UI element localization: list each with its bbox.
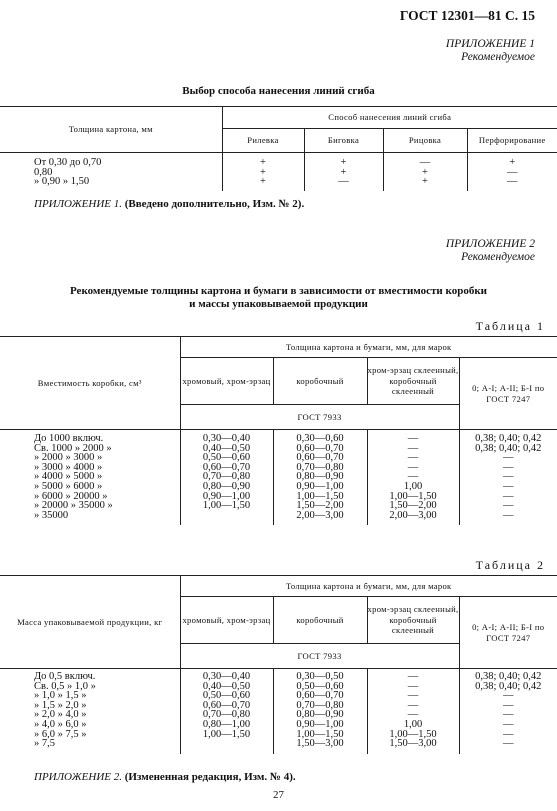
table-cell: 1,00—1,50 <box>296 728 344 740</box>
table-cell: 0,80—1,00 <box>202 718 251 730</box>
table-cell: 0,30—0,40 <box>202 433 251 444</box>
table-cell: — <box>503 480 514 492</box>
table-column-4 <box>459 430 557 526</box>
appendix1-title: Выбор способа нанесения линий сгиба <box>182 85 375 97</box>
table-cell: + <box>340 157 347 168</box>
table-cell: — <box>407 433 419 444</box>
table-cell: 1,00—1,50 <box>389 490 437 502</box>
table-cell: » 6,0 » 7,5 » <box>34 728 87 740</box>
table-cell: 2,00—3,00 <box>389 509 437 521</box>
table-cell: — <box>503 461 514 473</box>
table-cell: — <box>503 738 514 750</box>
table-cell: 0,60—0,70 <box>202 461 251 473</box>
table-cell: 0,30—0,60 <box>296 433 344 444</box>
t1-gost7933: ГОСТ 7933 <box>180 405 459 430</box>
table-cell: — <box>503 509 514 521</box>
table-cell: — <box>407 709 419 721</box>
appendix2-note-text: (Измененная редакция, Изм. № 4). <box>124 771 296 783</box>
table-cell: » 0,90 » 1,50 <box>34 176 90 188</box>
table2-caption: Таблица 2 <box>475 558 545 572</box>
table-column-0 <box>0 669 180 754</box>
table-cell: 0,50—0,60 <box>202 452 251 464</box>
col-header-perforation: Перфорирование <box>467 129 557 153</box>
appendix2-title <box>0 285 557 310</box>
table-cell: 0,70—0,80 <box>296 461 344 473</box>
table-cell: 1,00 <box>403 718 423 730</box>
table-cell: 0,90—1,00 <box>296 480 344 492</box>
col-header-ritsovka: Рицовка <box>383 129 467 153</box>
appendix2-note-label: ПРИЛОЖЕНИЕ 2. <box>34 771 122 783</box>
table-cell: » 1,0 » 1,5 » <box>34 690 87 702</box>
table-cell: 0,70—0,80 <box>296 699 344 711</box>
table-column-3 <box>367 430 459 526</box>
table-cell: 1,00 <box>403 480 423 492</box>
table-cell: 0,80—0,90 <box>202 480 251 492</box>
table-cell: 1,00—1,50 <box>202 500 251 512</box>
table-column-3 <box>367 669 459 754</box>
table-column-2 <box>273 669 367 754</box>
table-cell: — <box>407 442 419 454</box>
col-group-header: Способ нанесения линий сгиба <box>222 107 557 129</box>
table-column-1 <box>222 153 304 191</box>
table-cell: Св. 0,5 » 1,0 » <box>34 680 96 692</box>
appendix1-sublabel: Рекомендуемое <box>461 51 535 63</box>
appendix1-label-block <box>446 38 535 64</box>
table-cell: 0,80 <box>34 166 53 178</box>
table-cell: — <box>503 709 514 721</box>
table-cell: 1,50—3,00 <box>389 738 437 750</box>
appendix2-title-line2: и массы упаковываемой продукции <box>189 297 368 310</box>
table-cell: + <box>509 157 516 168</box>
table-cell: 0,80—0,90 <box>296 471 344 483</box>
t2-col-chrome: хромовый, хром-эрзац <box>180 597 273 644</box>
table-cell: » 20000 » 35000 » <box>34 500 113 512</box>
table-cell: 0,40—0,50 <box>202 680 251 692</box>
table-column-1 <box>180 669 273 754</box>
table-cell: — <box>507 166 518 178</box>
table-cell: — <box>503 728 514 740</box>
table-cell <box>181 511 273 521</box>
t1-col-group-header: Толщина картона и бумаги, мм, для марок <box>180 337 557 358</box>
folding-method-table <box>0 106 557 191</box>
appendix2-note <box>34 771 296 783</box>
table-cell: — <box>419 157 431 168</box>
table-cell: » 4000 » 5000 » <box>34 471 103 483</box>
appendix1-label: ПРИЛОЖЕНИЕ 1 <box>445 38 535 50</box>
table-column-3 <box>383 153 467 191</box>
table-column-2 <box>273 430 367 526</box>
appendix1-note-text: (Введено дополнительно, Изм. № 2). <box>124 198 305 210</box>
table-cell: 0,70—0,80 <box>202 471 251 483</box>
table-cell: 0,38; 0,40; 0,42 <box>475 442 542 454</box>
table-body-row <box>0 669 557 754</box>
table-cell: — <box>503 699 514 711</box>
table-cell: 1,00—1,50 <box>389 728 437 740</box>
table-cell: + <box>422 166 428 178</box>
table-cell: — <box>407 452 419 464</box>
table-cell: 0,90—1,00 <box>296 718 344 730</box>
table-cell: — <box>407 680 419 692</box>
table-cell: — <box>503 500 514 512</box>
table-cell: 1,50—3,00 <box>296 738 344 750</box>
t2-col-gost7247: 0; А-I; А-II; Б-I по ГОСТ 7247 <box>459 597 557 669</box>
table-cell: » 6000 » 20000 » <box>34 490 108 502</box>
table-cell: 0,38; 0,40; 0,42 <box>475 671 542 682</box>
col-header-rilevka: Рилевка <box>222 129 304 153</box>
table-cell: » 35000 <box>34 509 69 521</box>
table-cell: От 0,30 до 0,70 <box>34 157 102 168</box>
table-cell: — <box>503 490 514 502</box>
t1-col-gost7247: 0; А-I; А-II; Б-I по ГОСТ 7247 <box>459 358 557 430</box>
table-column-0 <box>0 153 222 191</box>
table-cell: 0,30—0,40 <box>202 671 251 682</box>
appendix2-label: ПРИЛОЖЕНИЕ 2 <box>445 238 535 250</box>
table-cell: 0,60—0,70 <box>202 699 251 711</box>
t1-col-capacity-header: Вместимость коробки, см³ <box>0 337 180 430</box>
table-cell: — <box>503 718 514 730</box>
table-body-row <box>0 153 557 191</box>
table-column-4 <box>467 153 557 191</box>
document-number: ГОСТ 12301—81 С. 15 <box>399 8 535 23</box>
table-cell: » 2,0 » 4,0 » <box>34 709 87 721</box>
mass-table <box>0 575 557 754</box>
table-cell: + <box>260 176 266 188</box>
table-cell: — <box>407 471 419 483</box>
table-cell: 0,60—0,70 <box>296 442 344 454</box>
table-cell: 0,60—0,70 <box>296 690 344 702</box>
t1-col-glued: хром-эрзац склеенный, коробочный склеенный <box>367 358 459 405</box>
capacity-table <box>0 336 557 525</box>
table-cell: 0,90—1,00 <box>202 490 251 502</box>
table-cell: 1,00—1,50 <box>296 490 344 502</box>
t2-col-glued: хром-эрзац склеенный, коробочный склеенный <box>367 597 459 644</box>
table-column-1 <box>180 430 273 526</box>
table-cell: + <box>260 157 266 168</box>
t1-col-chrome: хромовый, хром-эрзац <box>180 358 273 405</box>
page-number: 27 <box>273 789 284 801</box>
table-cell: 1,00—1,50 <box>202 728 251 740</box>
table-column-4 <box>459 669 557 754</box>
table-cell: » 2000 » 3000 » <box>34 452 103 464</box>
table-cell: Св. 1000 » 2000 » <box>34 442 112 454</box>
table-cell: » 7,5 <box>34 738 55 750</box>
t2-col-box: коробочный <box>273 597 367 644</box>
table-cell: 0,70—0,80 <box>202 709 251 721</box>
table-cell: » 5000 » 6000 » <box>34 480 103 492</box>
t2-gost7933: ГОСТ 7933 <box>180 644 459 669</box>
table-cell: 0,80—0,90 <box>296 709 344 721</box>
appendix1-note <box>34 198 304 210</box>
table-cell: 0,38; 0,40; 0,42 <box>475 680 542 692</box>
t2-col-group-header: Толщина картона и бумаги, мм, для марок <box>180 576 557 597</box>
table-cell: — <box>503 471 514 483</box>
col-thickness-header: Толщина картона, мм <box>0 107 222 153</box>
table-cell: До 1000 включ. <box>34 433 104 444</box>
appendix2-label-block <box>446 238 535 264</box>
t2-col-mass-header: Масса упаковываемой продукции, кг <box>0 576 180 669</box>
table-cell: — <box>407 671 419 682</box>
appendix1-note-label: ПРИЛОЖЕНИЕ 1. <box>34 198 122 210</box>
table-cell: 0,50—0,60 <box>296 680 344 692</box>
table-cell: 2,00—3,00 <box>296 509 344 521</box>
table1-caption: Таблица 1 <box>475 319 545 333</box>
table-cell: До 0,5 включ. <box>34 671 96 682</box>
appendix2-title-line1: Рекомендуемые толщины картона и бумаги в зависимости от вместимости коробки <box>69 285 487 297</box>
table-cell: + <box>340 166 347 178</box>
table-cell: 0,38; 0,40; 0,42 <box>475 433 542 444</box>
table-cell: » 3000 » 4000 » <box>34 461 103 473</box>
table-cell: — <box>407 690 419 702</box>
table-column-2 <box>304 153 383 191</box>
table-cell: 1,50—2,00 <box>389 500 437 512</box>
table-cell: + <box>260 166 266 178</box>
col-header-bigovka: Биговка <box>304 129 383 153</box>
table-cell: — <box>407 461 419 473</box>
table-cell: 0,30—0,50 <box>296 671 344 682</box>
table-cell: — <box>407 699 419 711</box>
table-cell: 0,40—0,50 <box>202 442 251 454</box>
table-cell: — <box>503 690 514 702</box>
table-cell: 0,60—0,70 <box>296 452 344 464</box>
table-cell: 0,50—0,60 <box>202 690 251 702</box>
table-cell: » 4,0 » 6,0 » <box>34 718 87 730</box>
appendix2-sublabel: Рекомендуемое <box>461 251 535 263</box>
table-cell: » 1,5 » 2,0 » <box>34 699 87 711</box>
table-body-row <box>0 430 557 526</box>
table-cell: + <box>422 176 428 188</box>
table-cell: — <box>507 176 518 188</box>
t1-col-box: коробочный <box>273 358 367 405</box>
table-cell: 1,50—2,00 <box>296 500 344 512</box>
table-cell: — <box>338 176 349 188</box>
table-cell <box>181 739 273 749</box>
table-column-0 <box>0 430 180 526</box>
table-cell: — <box>503 452 514 464</box>
